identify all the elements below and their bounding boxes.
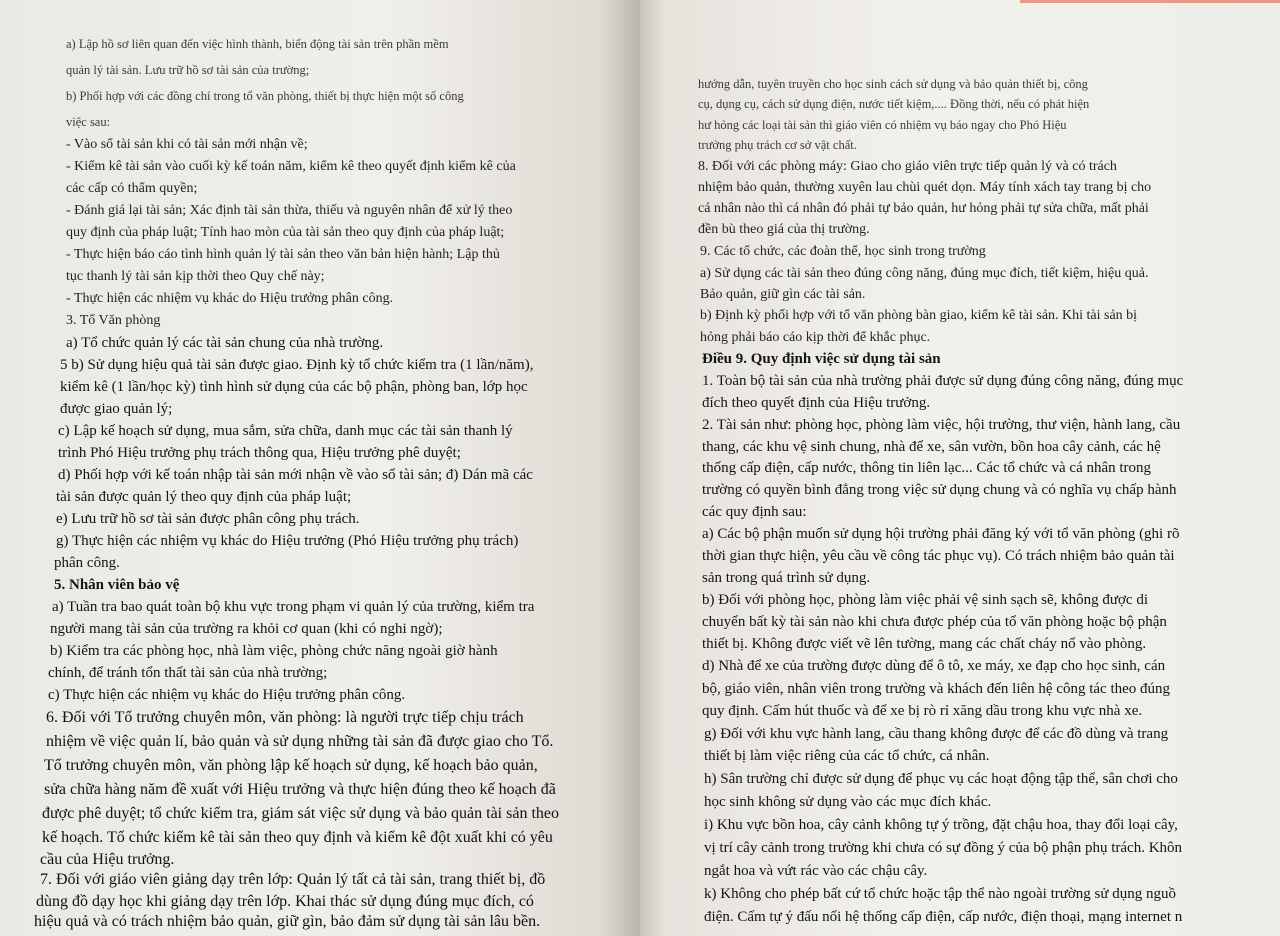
text-line: a) Tổ chức quản lý các tài sản chung của nhà trường. [66, 335, 384, 351]
text-line: người mang tài sản của trường ra khỏi cơ quan (khi có nghi ngờ); [50, 621, 443, 637]
text-line: Tổ trưởng chuyên môn, văn phòng lập kế hoạch sử dụng, kế hoạch bảo quản, [44, 757, 538, 774]
text-line: - Thực hiện các nhiệm vụ khác do Hiệu trưởng phân công. [66, 291, 394, 306]
text-line: Bảo quản, giữ gìn các tài sản. [700, 287, 866, 302]
section-heading: 7. Đối với giáo viên giảng dạy trên lớp: Quản lý tất cả tài sản, trang thiết bị, đồ [40, 871, 546, 888]
text-line: d) Nhà để xe của trường được dùng để ô tô, xe máy, xe đạp cho học sinh, cán [702, 658, 1166, 674]
text-line: cụ, dụng cụ, cách sử dụng điện, nước tiết kiệm,.... Đồng thời, nếu có phát hiện [698, 97, 1090, 111]
section-heading: 5. Nhân viên bảo vệ [54, 577, 180, 593]
text-line: - Thực hiện báo cáo tình hình quản lý tài sản theo văn bản hiện hành; Lập thủ [66, 247, 500, 262]
text-line: hỏng phải báo cáo kịp thời để khắc phục. [700, 330, 931, 345]
text-line: e) Lưu trữ hồ sơ tài sản được phân công phụ trách. [56, 511, 360, 527]
text-line: h) Sân trường chỉ được sử dụng để phục vụ các hoạt động tập thể, sân chơi cho [704, 771, 1178, 787]
text-line: sản trong quá trình sử dụng. [702, 570, 871, 586]
text-line: thiết bị làm việc riêng của các tổ chức, cá nhân. [704, 748, 990, 764]
text-line: 5 b) Sử dụng hiệu quả tài sản được giao. Định kỳ tổ chức kiểm tra (1 lần/năm), [60, 357, 534, 373]
text-line: các quy định sau: [702, 504, 807, 520]
text-line: trường có quyền bình đẳng trong việc sử dụng chung và có nghĩa vụ chấp hành [702, 482, 1177, 498]
text-line: - Vào sổ tài sản khi có tài sản mới nhận về; [66, 137, 308, 152]
text-line: b) Đối với phòng học, phòng làm việc phải vệ sinh sạch sẽ, không được di [702, 592, 1149, 608]
text-line: b) Kiểm tra các phòng học, nhà làm việc, phòng chức năng ngoài giờ hành [50, 643, 498, 659]
text-line: i) Khu vực bồn hoa, cây cảnh không tự ý trồng, đặt chậu hoa, thay đổi loại cây, [704, 817, 1178, 833]
text-line: đích theo quyết định của Hiệu trưởng. [702, 395, 931, 411]
text-line: c) Lập kế hoạch sử dụng, mua sắm, sửa chữa, danh mục các tài sản thanh lý [58, 423, 513, 439]
text-line: tục thanh lý tài sản kịp thời theo Quy chế này; [66, 269, 325, 284]
text-line: quy định của pháp luật; Tính hao mòn của tài sản theo quy định của pháp luật; [66, 225, 505, 240]
text-line: hướng dẫn, tuyên truyền cho học sinh cách sử dụng và bảo quản thiết bị, công [698, 77, 1088, 91]
text-line: học sinh không sử dụng vào các mục đích khác. [704, 794, 992, 810]
text-line: hiệu quả và có trách nhiệm bảo quản, giữ gìn, bảo đảm sử dụng tài sản lâu bền. [34, 913, 541, 930]
text-line: quản lý tài sản. Lưu trữ hồ sơ tài sản của trường; [66, 63, 310, 77]
text-line: trưởng phụ trách cơ sở vật chất. [698, 138, 857, 152]
text-line: g) Thực hiện các nhiệm vụ khác do Hiệu trưởng (Phó Hiệu trưởng phụ trách) [56, 533, 519, 549]
text-line: thiết bị. Không được viết vẽ lên tường, mang các chất cháy nổ vào phòng. [702, 636, 1147, 652]
text-line: sửa chữa hàng năm đề xuất với Hiệu trưởng và thực hiện đúng theo kế hoạch đã [44, 781, 556, 798]
text-line: cá nhân nào thì cá nhân đó phải tự bảo quản, hư hỏng phải tự sửa chữa, mất phải [698, 201, 1149, 216]
text-line: dùng đồ dạy học khi giảng dạy trên lớp. Khai thác sử dụng đúng mục đích, có [36, 893, 534, 910]
text-line: chính, để tránh tổn thất tài sản của nhà trường; [48, 665, 328, 681]
text-line: b) Phối hợp với các đồng chí trong tổ văn phòng, thiết bị thực hiện một số công [66, 89, 464, 103]
text-line: ngắt hoa và vứt rác vào các chậu cây. [704, 863, 928, 879]
text-line: hư hỏng các loại tài sản thì giáo viên có nhiệm vụ báo ngay cho Phó Hiệu [698, 118, 1067, 132]
text-line: a) Lập hồ sơ liên quan đến việc hình thành, biến động tài sản trên phần mềm [66, 37, 449, 51]
text-line: a) Tuần tra bao quát toàn bộ khu vực trong phạm vi quản lý của trường, kiểm tra [52, 599, 535, 615]
text-line: k) Không cho phép bất cứ tổ chức hoặc tập thể nào ngoài trường sử dụng nguồ [704, 886, 1177, 902]
text-line: các cấp có thẩm quyền; [66, 181, 198, 196]
section-heading: 6. Đối với Tổ trưởng chuyên môn, văn phòng: là người trực tiếp chịu trách [46, 709, 524, 726]
text-line: thống cấp điện, cấp nước, thông tin liên lạc... Các tổ chức và cá nhân trong [702, 460, 1152, 476]
text-line: đền bù theo giá của thị trường. [698, 222, 870, 237]
text-line: kế hoạch. Tổ chức kiểm kê tài sản theo quy định và kiểm kê đột xuất khi có yêu [42, 829, 553, 846]
section-heading: 9. Các tổ chức, các đoàn thể, học sinh trong trường [700, 244, 986, 259]
text-line: d) Phối hợp với kế toán nhập tài sản mới nhận về vào sổ tài sản; đ) Dán mã các [58, 467, 533, 483]
text-line: 1. Toàn bộ tài sản của nhà trường phải được sử dụng đúng công năng, đúng mục [702, 373, 1184, 389]
top-accent-strip [1020, 0, 1280, 3]
text-line: điện. Cấm tự ý đấu nối hệ thống cấp điện, cấp nước, điện thoại, mạng internet n [704, 909, 1183, 925]
article-heading: Điều 9. Quy định việc sử dụng tài sản [702, 351, 941, 367]
text-line: được giao quản lý; [60, 401, 173, 417]
text-line: thời gian thực hiện, yêu cầu về công tác phục vụ). Có trách nhiệm bảo quản tài [702, 548, 1175, 564]
text-line: quy định. Cấm hút thuốc và để xe bị rò rỉ xăng dầu trong khu vực nhà xe. [702, 703, 1143, 719]
text-line: c) Thực hiện các nhiệm vụ khác do Hiệu trưởng phân công. [48, 687, 406, 703]
text-line: a) Các bộ phận muốn sử dụng hội trường phải đăng ký với tổ văn phòng (ghi rõ [702, 526, 1180, 542]
section-heading: 3. Tổ Văn phòng [66, 313, 161, 328]
text-line: g) Đối với khu vực hành lang, cầu thang không được để các đồ dùng và trang [704, 726, 1169, 742]
text-line: - Kiểm kê tài sản vào cuối kỳ kế toán năm, kiểm kê theo quyết định kiểm kê của [66, 159, 516, 174]
text-line: cầu của Hiệu trưởng. [40, 851, 175, 868]
text-line: phân công. [54, 555, 120, 571]
text-line: thang, các khu vệ sinh chung, nhà để xe, sân vườn, bồn hoa cây cảnh, các hệ [702, 439, 1161, 455]
text-line: trình Phó Hiệu trưởng phụ trách thông qua, Hiệu trưởng phê duyệt; [58, 445, 461, 461]
text-line: b) Định kỳ phối hợp với tổ văn phòng bàn giao, kiểm kê tài sản. Khi tài sản bị [700, 308, 1138, 323]
text-line: kiểm kê (1 lần/học kỳ) tình hình sử dụng của các bộ phận, phòng ban, lớp học [60, 379, 528, 395]
text-line: nhiệm về việc quản lí, bảo quản và sử dụng những tài sản đã được giao cho Tổ. [46, 733, 554, 750]
text-line: việc sau: [66, 115, 111, 129]
text-line: bộ, giáo viên, nhân viên trong trường và khách đến liên hệ công tác theo đúng [702, 681, 1171, 697]
text-line: 2. Tài sản như: phòng học, phòng làm việc, hội trường, thư viện, hành lang, cầu [702, 417, 1181, 433]
text-line: nhiệm bảo quản, thường xuyên lau chùi quét dọn. Máy tính xách tay trang bị cho [698, 180, 1152, 195]
text-line: tài sản được quản lý theo quy định của pháp luật; [56, 489, 352, 505]
text-line: chuyển bất kỳ tài sản nào khi chưa được phép của tổ văn phòng hoặc bộ phận [702, 614, 1167, 630]
text-line: 8. Đối với các phòng máy: Giao cho giáo viên trực tiếp quản lý và có trách [698, 159, 1117, 174]
text-line: - Đánh giá lại tài sản; Xác định tài sản thừa, thiếu và nguyên nhân để xử lý theo [66, 203, 513, 218]
text-line: a) Sử dụng các tài sản theo đúng công năng, đúng mục đích, tiết kiệm, hiệu quả. [700, 266, 1149, 281]
text-line: vị trí cây cảnh trong trường khi chưa có sự đồng ý của bộ phận phụ trách. Khôn [704, 840, 1183, 856]
text-line: được phê duyệt; tổ chức kiểm tra, giám sát việc sử dụng và bảo quản tài sản theo [42, 805, 559, 822]
